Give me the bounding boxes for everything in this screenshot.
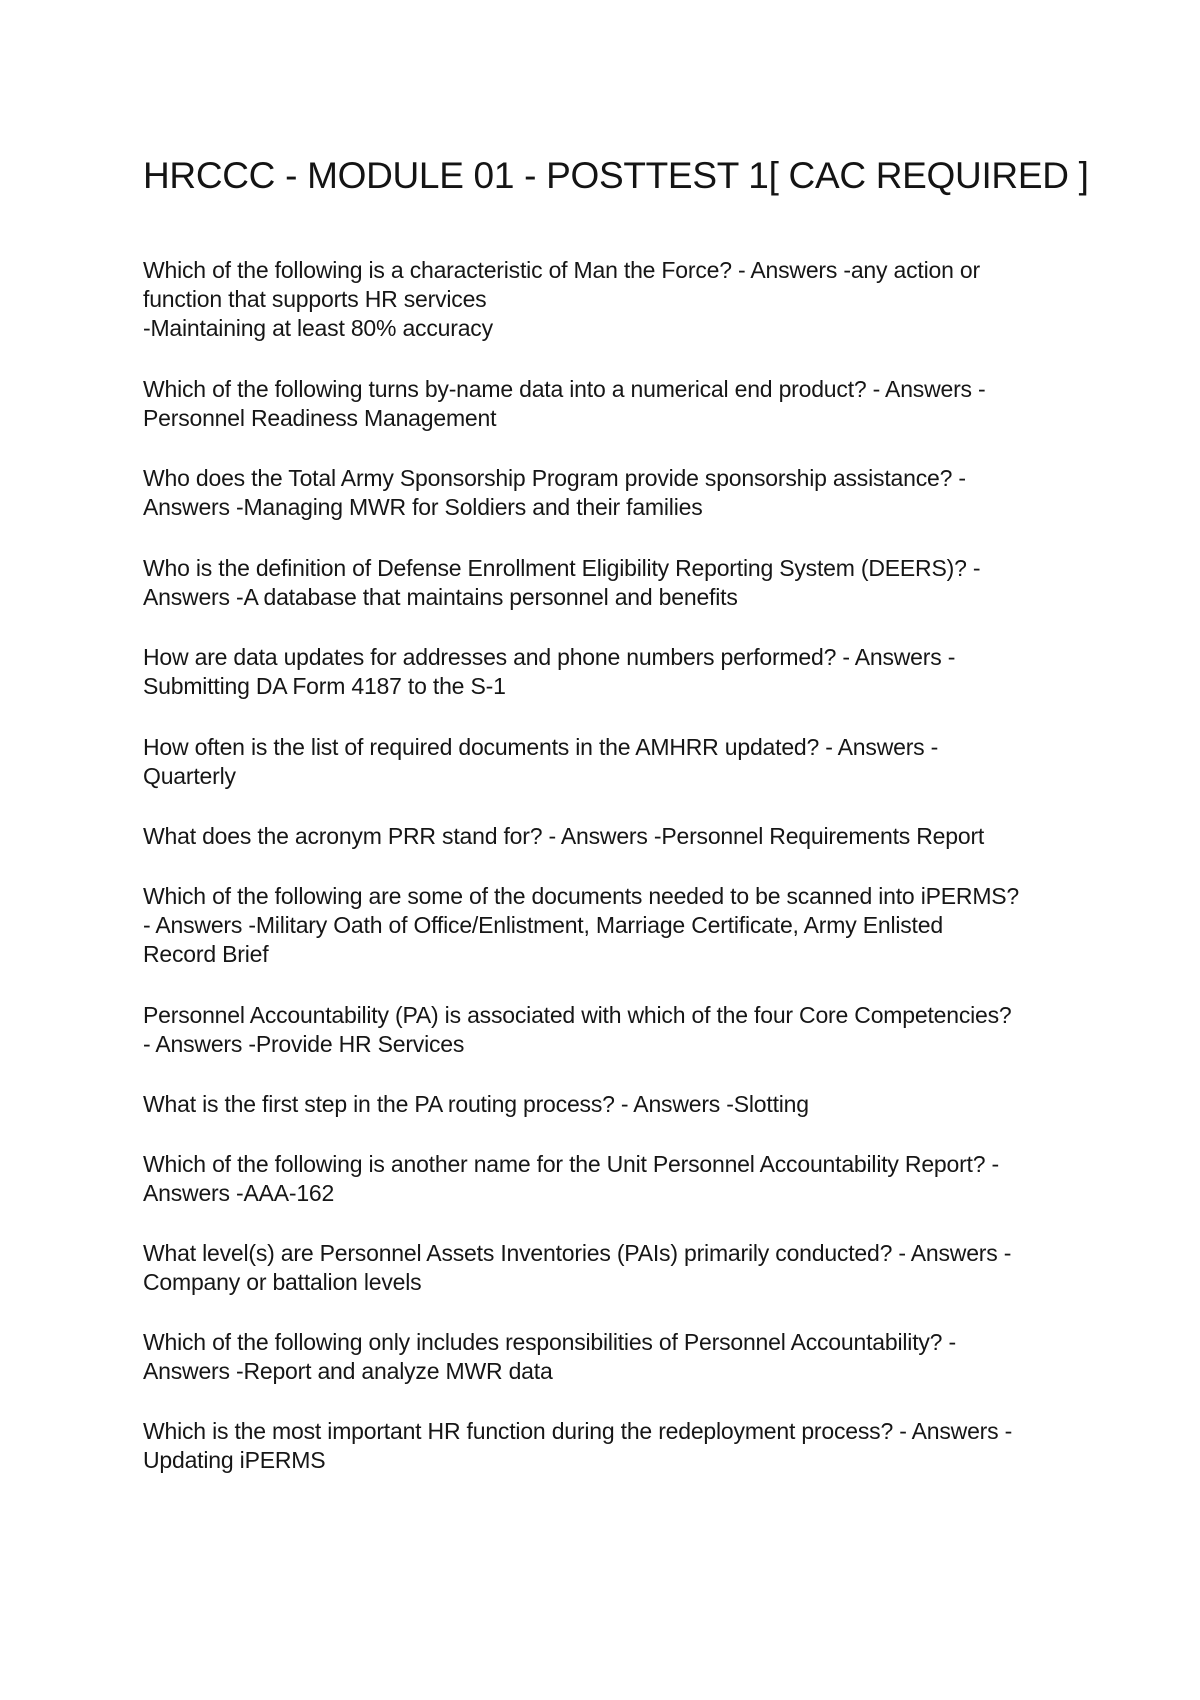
- page-title: HRCCC - MODULE 01 - POSTTEST 1[ CAC REQUIRED ]: [143, 155, 1089, 196]
- qa-item: What is the first step in the PA routing process? - Answers -Slotting: [143, 1091, 809, 1117]
- qa-item: Which is the most important HR function during the redeployment process? - Answers - Updating iPERMS: [143, 1418, 1013, 1473]
- qa-item: What level(s) are Personnel Assets Inventories (PAIs) primarily conducted? - Answers - Company or battalion levels: [143, 1240, 1012, 1295]
- qa-item: What does the acronym PRR stand for? - Answers -Personnel Requirements Report: [143, 823, 985, 849]
- qa-item: How are data updates for addresses and phone numbers performed? - Answers - Submitting DA Form 4187 to the S-1: [143, 644, 956, 699]
- qa-item: How often is the list of required documents in the AMHRR updated? - Answers - Quarterly: [143, 734, 939, 789]
- qa-item: Which of the following are some of the documents needed to be scanned into iPERMS? - Answers -Military Oath of Office/Enlistment, Marriage Certificate, Army Enlisted Record Brief: [143, 883, 1020, 967]
- qa-item: Which of the following is a characteristic of Man the Force? - Answers -any action or function that supports HR services -Maintaining at least 80% accuracy: [143, 257, 980, 341]
- qa-item: Who does the Total Army Sponsorship Program provide sponsorship assistance? - Answers -Managing MWR for Soldiers and their families: [143, 465, 966, 520]
- qa-item: Who is the definition of Defense Enrollment Eligibility Reporting System (DEERS)? - Answers -A database that maintains personnel and benefits: [143, 555, 981, 610]
- qa-list: [143, 256, 1078, 1475]
- qa-item: Which of the following is another name for the Unit Personnel Accountability Report? - Answers -AAA-162: [143, 1151, 999, 1206]
- qa-item: Personnel Accountability (PA) is associated with which of the four Core Competencies? - Answers -Provide HR Services: [143, 1002, 1012, 1057]
- qa-item: Which of the following only includes responsibilities of Personnel Accountability? - Answers -Report and analyze MWR data: [143, 1329, 956, 1384]
- qa-item: Which of the following turns by-name data into a numerical end product? - Answers - Personnel Readiness Management: [143, 376, 986, 431]
